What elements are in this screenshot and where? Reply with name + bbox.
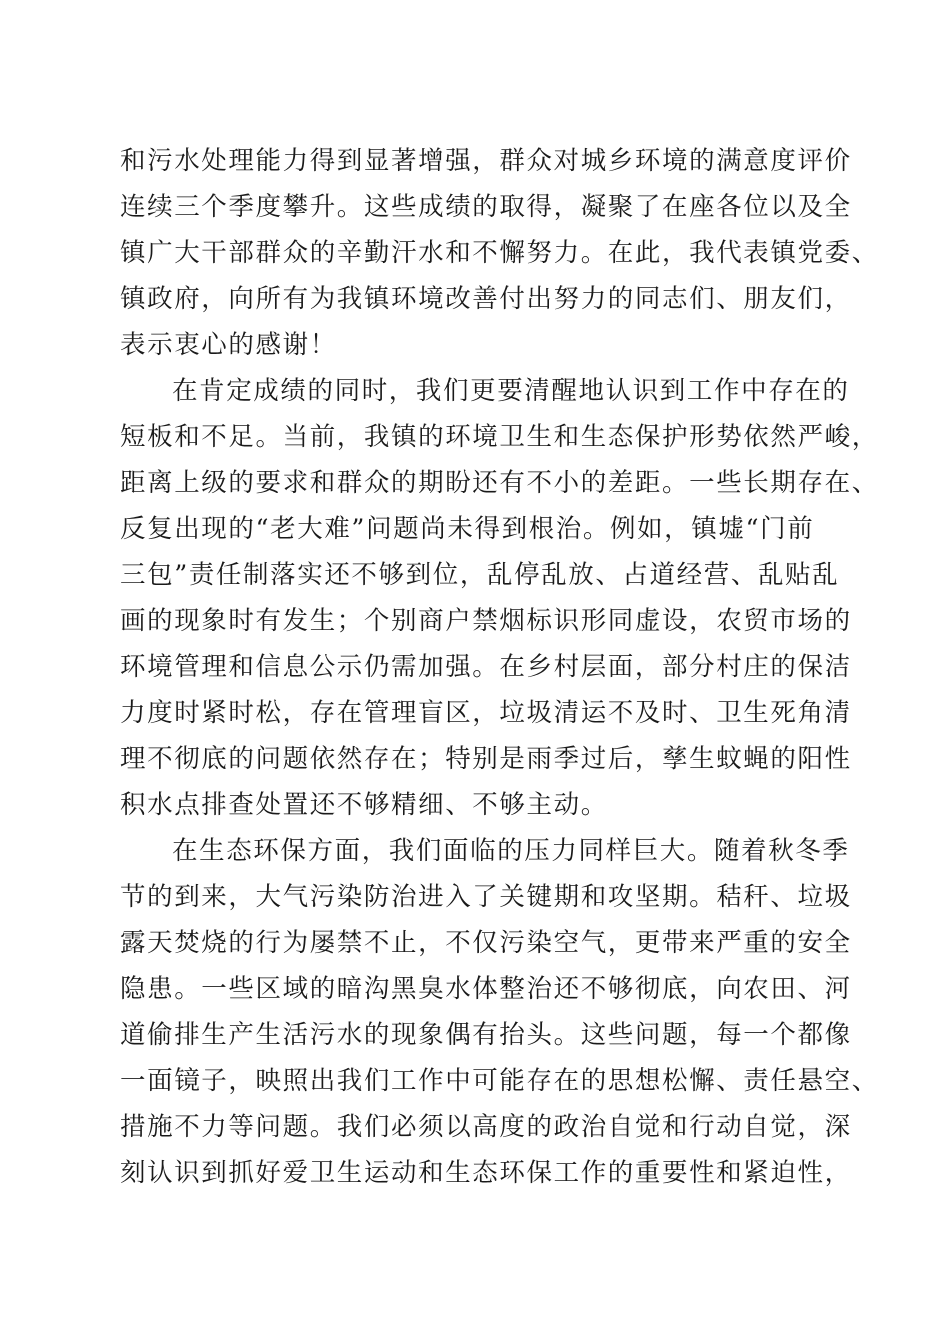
paragraph-2-line-10: 积水点排查处置还不够精细、不够主动。 [120, 790, 608, 820]
paragraph-3-line-7: 措施不力等问题。我们必须以高度的政治自觉和行动自觉，深 [120, 1112, 852, 1142]
paragraph-3-line-8: 刻认识到抓好爱卫生运动和生态环保工作的重要性和紧迫性， [120, 1158, 852, 1188]
paragraph-2-line-7: 环境管理和信息公示仍需加强。在乡村层面，部分村庄的保洁 [120, 652, 852, 682]
paragraph-2-line-5: 三包”责任制落实还不够到位，乱停乱放、占道经营、乱贴乱 [120, 560, 840, 590]
paragraph-1-line-5: 表示衷心的感谢！ [120, 330, 337, 360]
paragraph-3-line-4: 隐患。一些区域的暗沟黑臭水体整治还不够彻底，向农田、河 [120, 974, 852, 1004]
paragraph-3-line-5: 道偷排生产生活污水的现象偶有抬头。这些问题，每一个都像 [120, 1020, 852, 1050]
paragraph-1-line-3: 镇广大干部群众的辛勤汗水和不懈努力。在此，我代表镇党委、 [120, 238, 879, 268]
paragraph-3-line-3: 露天焚烧的行为屡禁不止，不仅污染空气，更带来严重的安全 [120, 928, 852, 958]
paragraph-2-line-9: 理不彻底的问题依然存在；特别是雨季过后，孳生蚊蝇的阳性 [120, 744, 852, 774]
paragraph-3-line-6: 一面镜子，映照出我们工作中可能存在的思想松懈、责任悬空、 [120, 1066, 879, 1096]
paragraph-1-line-1: 和污水处理能力得到显著增强，群众对城乡环境的满意度评价 [120, 146, 852, 176]
paragraph-2-line-4: 反复出现的“老大难”问题尚未得到根治。例如，镇墟“门前 [120, 514, 815, 544]
paragraph-2-line-1: 在肯定成绩的同时，我们更要清醒地认识到工作中存在的 [172, 376, 850, 406]
paragraph-2-line-3: 距离上级的要求和群众的期盼还有不小的差距。一些长期存在、 [120, 468, 879, 498]
document-body [120, 138, 879, 1196]
paragraph-1-line-2: 连续三个季度攀升。这些成绩的取得，凝聚了在座各位以及全 [120, 192, 852, 222]
paragraph-2-line-6: 画的现象时有发生；个别商户禁烟标识形同虚设，农贸市场的 [120, 606, 852, 636]
paragraph-1-line-4: 镇政府，向所有为我镇环境改善付出努力的同志们、朋友们， [120, 284, 852, 314]
paragraph-2-line-2: 短板和不足。当前，我镇的环境卫生和生态保护形势依然严峻， [120, 422, 879, 452]
paragraph-3-line-1: 在生态环保方面，我们面临的压力同样巨大。随着秋冬季 [172, 836, 850, 866]
paragraph-3-line-2: 节的到来，大气污染防治进入了关键期和攻坚期。秸秆、垃圾 [120, 882, 852, 912]
paragraph-2-line-8: 力度时紧时松，存在管理盲区，垃圾清运不及时、卫生死角清 [120, 698, 852, 728]
